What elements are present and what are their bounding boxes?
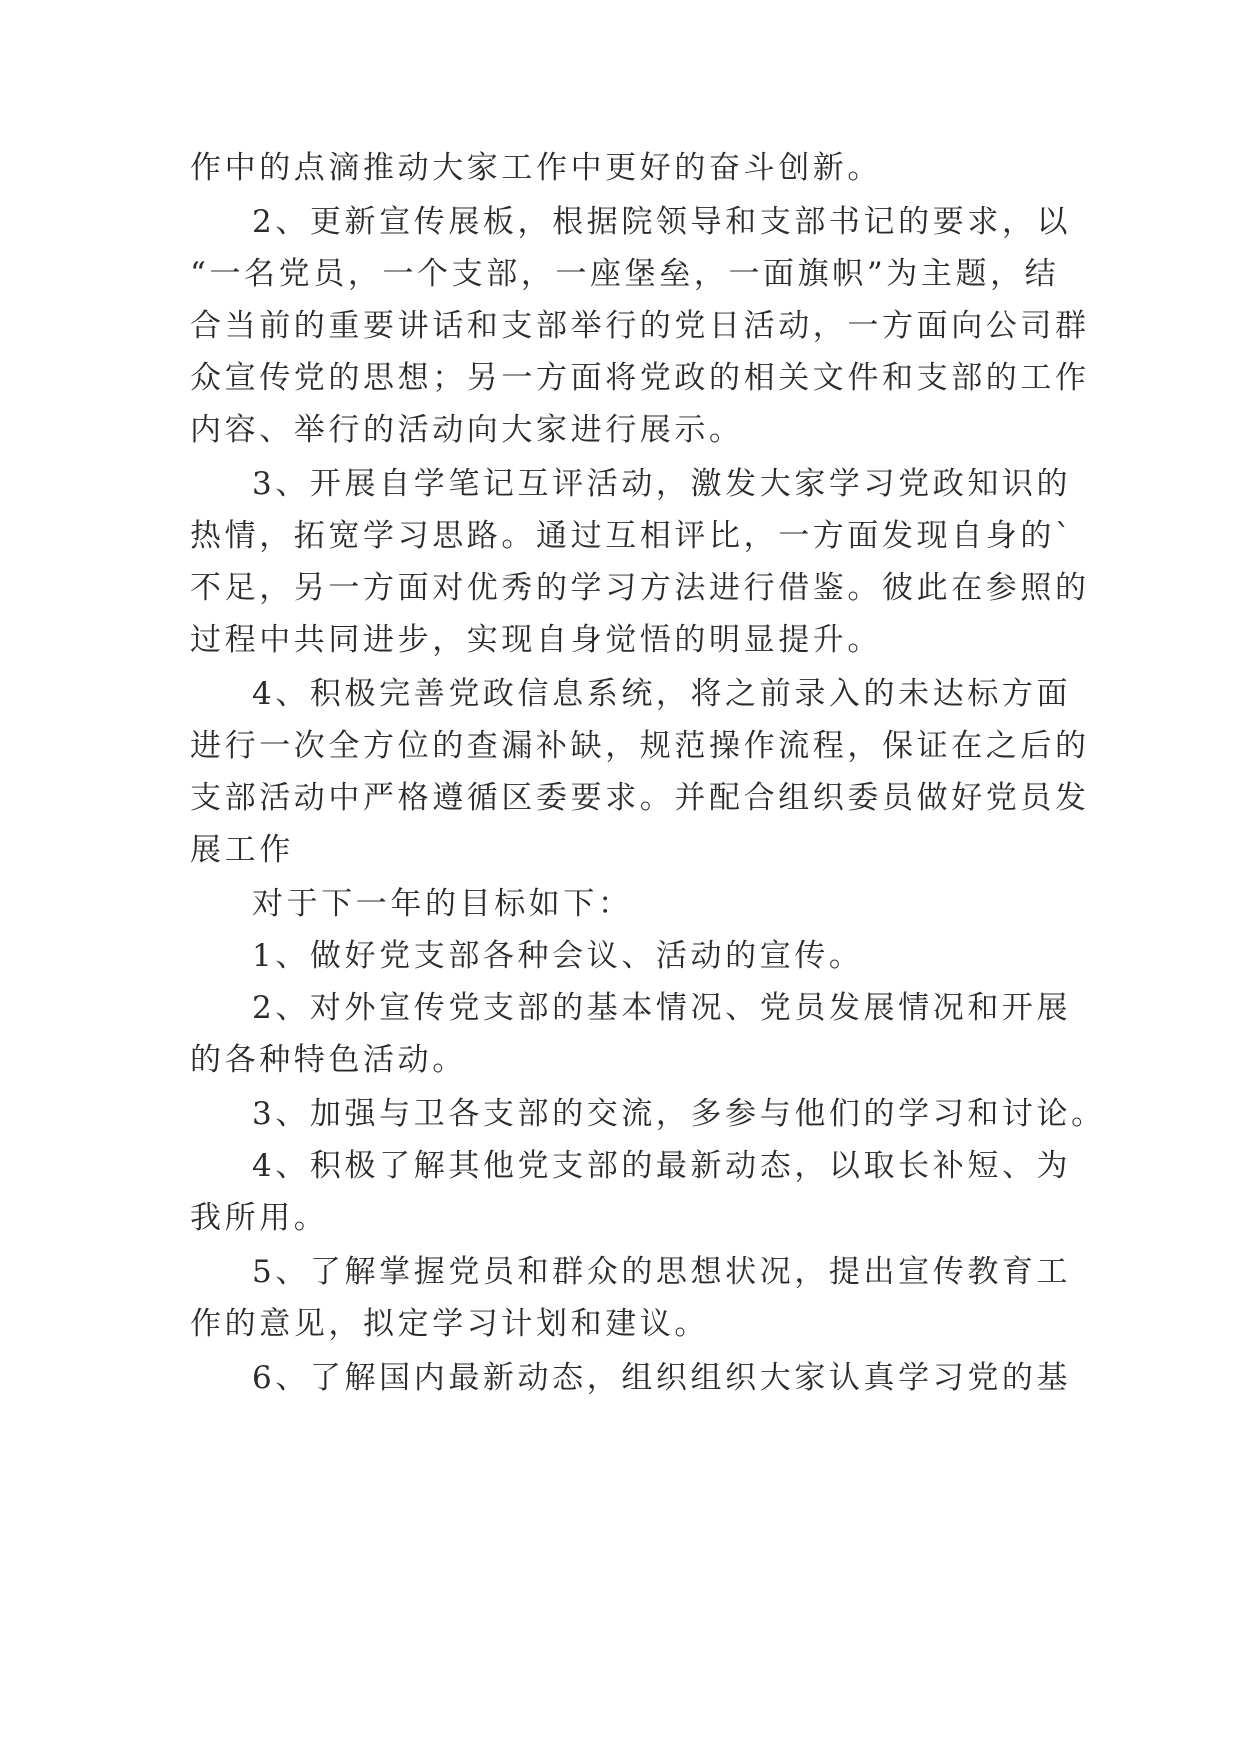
text-line: 2、更新宣传展板，根据院领导和支部书记的要求，以	[252, 204, 1072, 240]
text-line: 对于下一年的目标如下：	[252, 886, 633, 922]
text-line: 支部活动中严格遵循区委要求。并配合组织委员做好党员发	[190, 780, 1090, 816]
text-line: 6、了解国内最新动态，组织组织大家认真学习党的基	[252, 1360, 1072, 1396]
text-line: 我所用。	[190, 1200, 329, 1236]
text-line: 展工作	[190, 832, 294, 868]
text-line: 作的意见，拟定学习计划和建议。	[190, 1306, 709, 1342]
text-line: 合当前的重要讲话和支部举行的党日活动，一方面向公司群	[190, 308, 1090, 344]
text-line: 3、加强与卫各支部的交流，多参与他们的学习和讨论。	[252, 1096, 1106, 1132]
text-line: 2、对外宣传党支部的基本情况、党员发展情况和开展	[252, 990, 1072, 1026]
text-line: 过程中共同进步，实现自身觉悟的明显提升。	[190, 622, 882, 658]
text-line: 众宣传党的思想；另一方面将党政的相关文件和支部的工作	[190, 360, 1090, 396]
text-line: 热情，拓宽学习思路。通过互相评比，一方面发现自身的`	[190, 518, 1075, 554]
text-line: 内容、举行的活动向大家进行展示。	[190, 412, 744, 448]
text-line: 5、了解掌握党员和群众的思想状况，提出宣传教育工	[252, 1254, 1072, 1290]
text-line: “一名党员，一个支部，一座堡垒，一面旗帜”为主题，结	[190, 256, 1060, 292]
text-line: 作中的点滴推动大家工作中更好的奋斗创新。	[190, 150, 882, 186]
text-line: 进行一次全方位的查漏补缺，规范操作流程，保证在之后的	[190, 728, 1090, 764]
text-line: 3、开展自学笔记互评活动，激发大家学习党政知识的	[252, 466, 1072, 502]
text-line: 不足，另一方面对优秀的学习方法进行借鉴。彼此在参照的	[190, 570, 1090, 606]
text-line: 4、积极完善党政信息系统，将之前录入的未达标方面	[252, 676, 1072, 712]
text-line: 的各种特色活动。	[190, 1042, 467, 1078]
text-line: 1、做好党支部各种会议、活动的宣传。	[252, 938, 864, 974]
text-line: 4、积极了解其他党支部的最新动态，以取长补短、为	[252, 1148, 1072, 1184]
